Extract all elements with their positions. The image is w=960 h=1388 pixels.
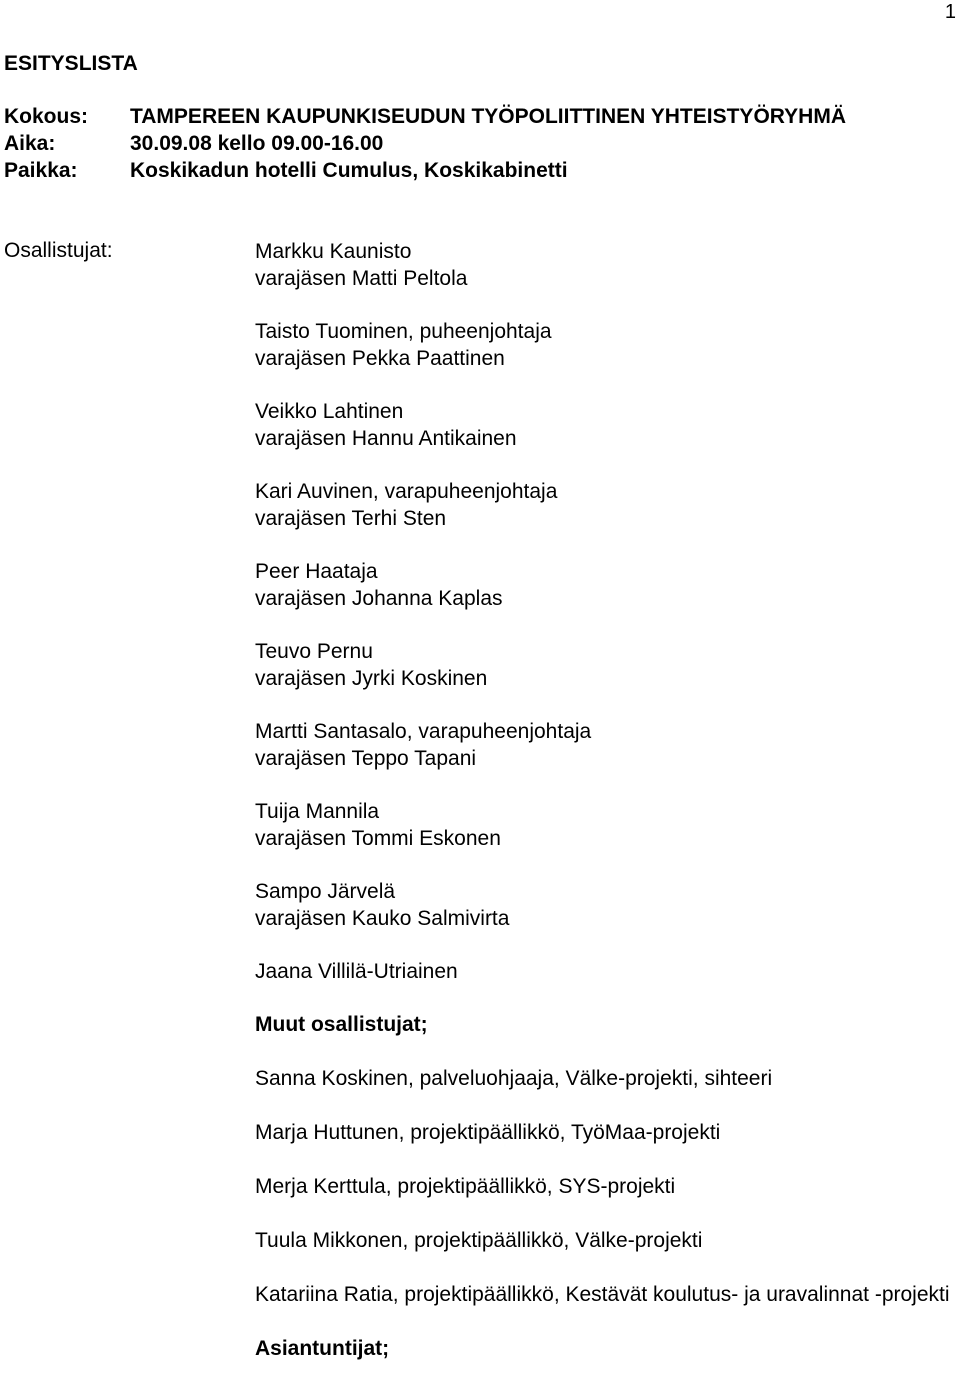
time-row	[4, 130, 846, 157]
member-name: Sampo Järvelä	[255, 880, 396, 903]
place-value: Koskikadun hotelli Cumulus, Koskikabinetti	[130, 159, 568, 182]
member-entry	[255, 238, 955, 292]
other-participant: Marja Huttunen, projektipäällikkö, TyöMaa-projekti	[255, 1121, 721, 1144]
document-title: ESITYSLISTA	[4, 52, 138, 75]
member-entry	[255, 958, 955, 985]
member-entry	[255, 558, 955, 612]
meeting-label: Kokous:	[4, 105, 88, 128]
meeting-info	[4, 103, 846, 184]
deputy-name: varajäsen Hannu Antikainen	[255, 427, 517, 450]
other-participant: Tuula Mikkonen, projektipäällikkö, Välke-projekti	[255, 1229, 703, 1252]
place-label: Paikka:	[4, 159, 78, 182]
meeting-row	[4, 103, 846, 130]
member-entry	[255, 318, 955, 372]
member-name: Veikko Lahtinen	[255, 400, 404, 423]
place-row	[4, 157, 846, 184]
member-name: Taisto Tuominen, puheenjohtaja	[255, 320, 552, 343]
member-name: Martti Santasalo, varapuheenjohtaja	[255, 720, 592, 743]
participants-label: Osallistujat:	[4, 239, 113, 262]
member-entry	[255, 798, 955, 852]
deputy-name: varajäsen Matti Peltola	[255, 267, 468, 290]
member-name: Jaana Villilä-Utriainen	[255, 960, 458, 983]
deputy-name: varajäsen Terhi Sten	[255, 507, 447, 530]
other-participant: Merja Kerttula, projektipäällikkö, SYS-projekti	[255, 1175, 676, 1198]
other-participants-heading: Muut osallistujat;	[255, 1013, 428, 1036]
deputy-name: varajäsen Jyrki Koskinen	[255, 667, 488, 690]
deputy-name: varajäsen Johanna Kaplas	[255, 587, 503, 610]
member-entry	[255, 398, 955, 452]
member-entry	[255, 878, 955, 932]
deputy-name: varajäsen Pekka Paattinen	[255, 347, 505, 370]
time-value: 30.09.08 kello 09.00-16.00	[130, 132, 384, 155]
meeting-value: TAMPEREEN KAUPUNKISEUDUN TYÖPOLIITTINEN YHTEISTYÖRYHMÄ	[130, 105, 846, 128]
member-name: Teuvo Pernu	[255, 640, 373, 663]
other-participant: Katariina Ratia, projektipäällikkö, Kestävät koulutus- ja uravalinnat -projekti	[255, 1283, 950, 1306]
member-entry	[255, 478, 955, 532]
member-entry	[255, 638, 955, 692]
member-name: Markku Kaunisto	[255, 240, 412, 263]
deputy-name: varajäsen Teppo Tapani	[255, 747, 477, 770]
member-entry	[255, 718, 955, 772]
deputy-name: varajäsen Tommi Eskonen	[255, 827, 501, 850]
participants-list	[255, 238, 955, 1362]
experts-heading: Asiantuntijat;	[255, 1337, 390, 1360]
other-participant: Sanna Koskinen, palveluohjaaja, Välke-projekti, sihteeri	[255, 1067, 773, 1090]
member-name: Kari Auvinen, varapuheenjohtaja	[255, 480, 558, 503]
member-name: Tuija Mannila	[255, 800, 380, 823]
member-name: Peer Haataja	[255, 560, 378, 583]
time-label: Aika:	[4, 132, 56, 155]
page-number: 1	[944, 1, 956, 23]
deputy-name: varajäsen Kauko Salmivirta	[255, 907, 510, 930]
